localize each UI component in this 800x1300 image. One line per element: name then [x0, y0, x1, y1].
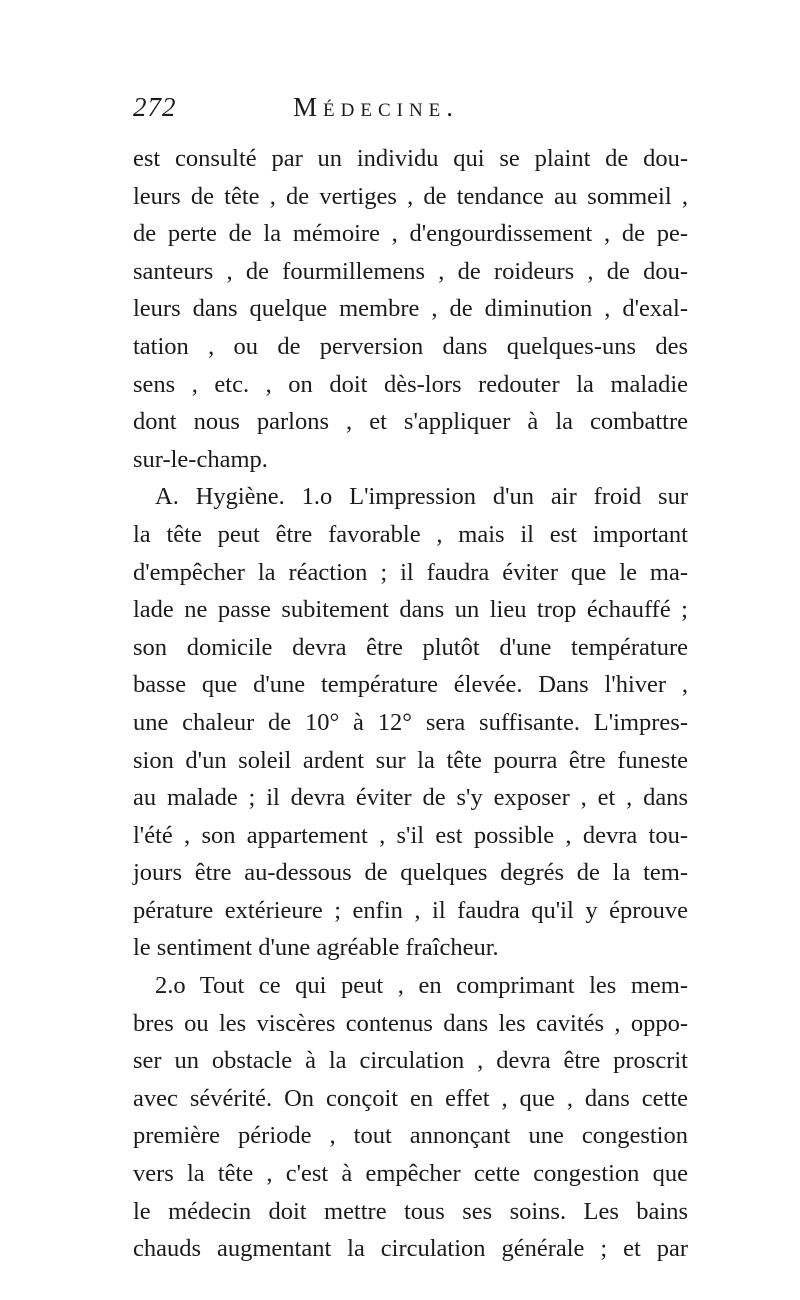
text-line: dont nous parlons , et s'appliquer à la combattre [133, 408, 688, 436]
page-number: 272 [133, 92, 177, 122]
page-header [133, 92, 688, 132]
text-line: chauds augmentant la circulation générale ; et par [133, 1235, 688, 1263]
text-line: jours être au-dessous de quelques degrés de la tem- [133, 859, 688, 887]
text-line: première période , tout annonçant une congestion [133, 1122, 688, 1150]
text-line: ser un obstacle à la circulation , devra être proscrit [133, 1047, 688, 1075]
text-line: sur-le-champ. [133, 445, 268, 473]
text-line: pérature extérieure ; enfin , il faudra qu'il y éprouve [133, 896, 688, 924]
text-line: lade ne passe subitement dans un lieu trop échauffé ; [133, 596, 688, 624]
text-line: de perte de la mémoire , d'engourdissement , de pe- [133, 220, 688, 248]
text-line: la tête peut être favorable , mais il est important [133, 520, 688, 548]
body-text [133, 140, 688, 1268]
text-line: une chaleur de 10° à 12° sera suffisante. L'impres- [133, 708, 688, 736]
text-line: tation , ou de perversion dans quelques-uns des [133, 332, 688, 360]
text-line: basse que d'une température élevée. Dans l'hiver , [133, 671, 688, 699]
text-line: au malade ; il devra éviter de s'y exposer , et , dans [133, 784, 688, 812]
text-line: d'empêcher la réaction ; il faudra éviter que le ma- [133, 558, 688, 586]
text-line: sens , etc. , on doit dès-lors redouter la maladie [133, 370, 688, 398]
text-line: son domicile devra être plutôt d'une température [133, 633, 688, 661]
text-line: sion d'un soleil ardent sur la tête pourra être funeste [133, 746, 688, 774]
text-line: leurs de tête , de vertiges , de tendance au sommeil , [133, 182, 688, 210]
text-line: vers la tête , c'est à empêcher cette congestion que [133, 1160, 688, 1188]
section-a-heading-line: A. Hygiène. 1.o L'impression d'un air froid sur [155, 483, 688, 511]
text-line: le médecin doit mettre tous ses soins. Les bains [133, 1197, 688, 1225]
running-title: Médecine. [293, 92, 460, 122]
text-line: avec sévérité. On conçoit en effet , que , dans cette [133, 1084, 688, 1112]
text-line: est consulté par un individu qui se plaint de dou- [133, 145, 688, 172]
text-line: santeurs , de fourmillemens , de roideurs , de dou- [133, 257, 688, 285]
text-line: le sentiment d'une agréable fraîcheur. [133, 934, 499, 962]
text-line: leurs dans quelque membre , de diminution , d'exal- [133, 295, 688, 323]
paragraph-2-first-line: 2.o Tout ce qui peut , en comprimant les mem- [155, 972, 688, 1000]
text-line: l'été , son appartement , s'il est possible , devra tou- [133, 821, 688, 849]
text-line: bres ou les viscères contenus dans les cavités , oppo- [133, 1009, 688, 1037]
